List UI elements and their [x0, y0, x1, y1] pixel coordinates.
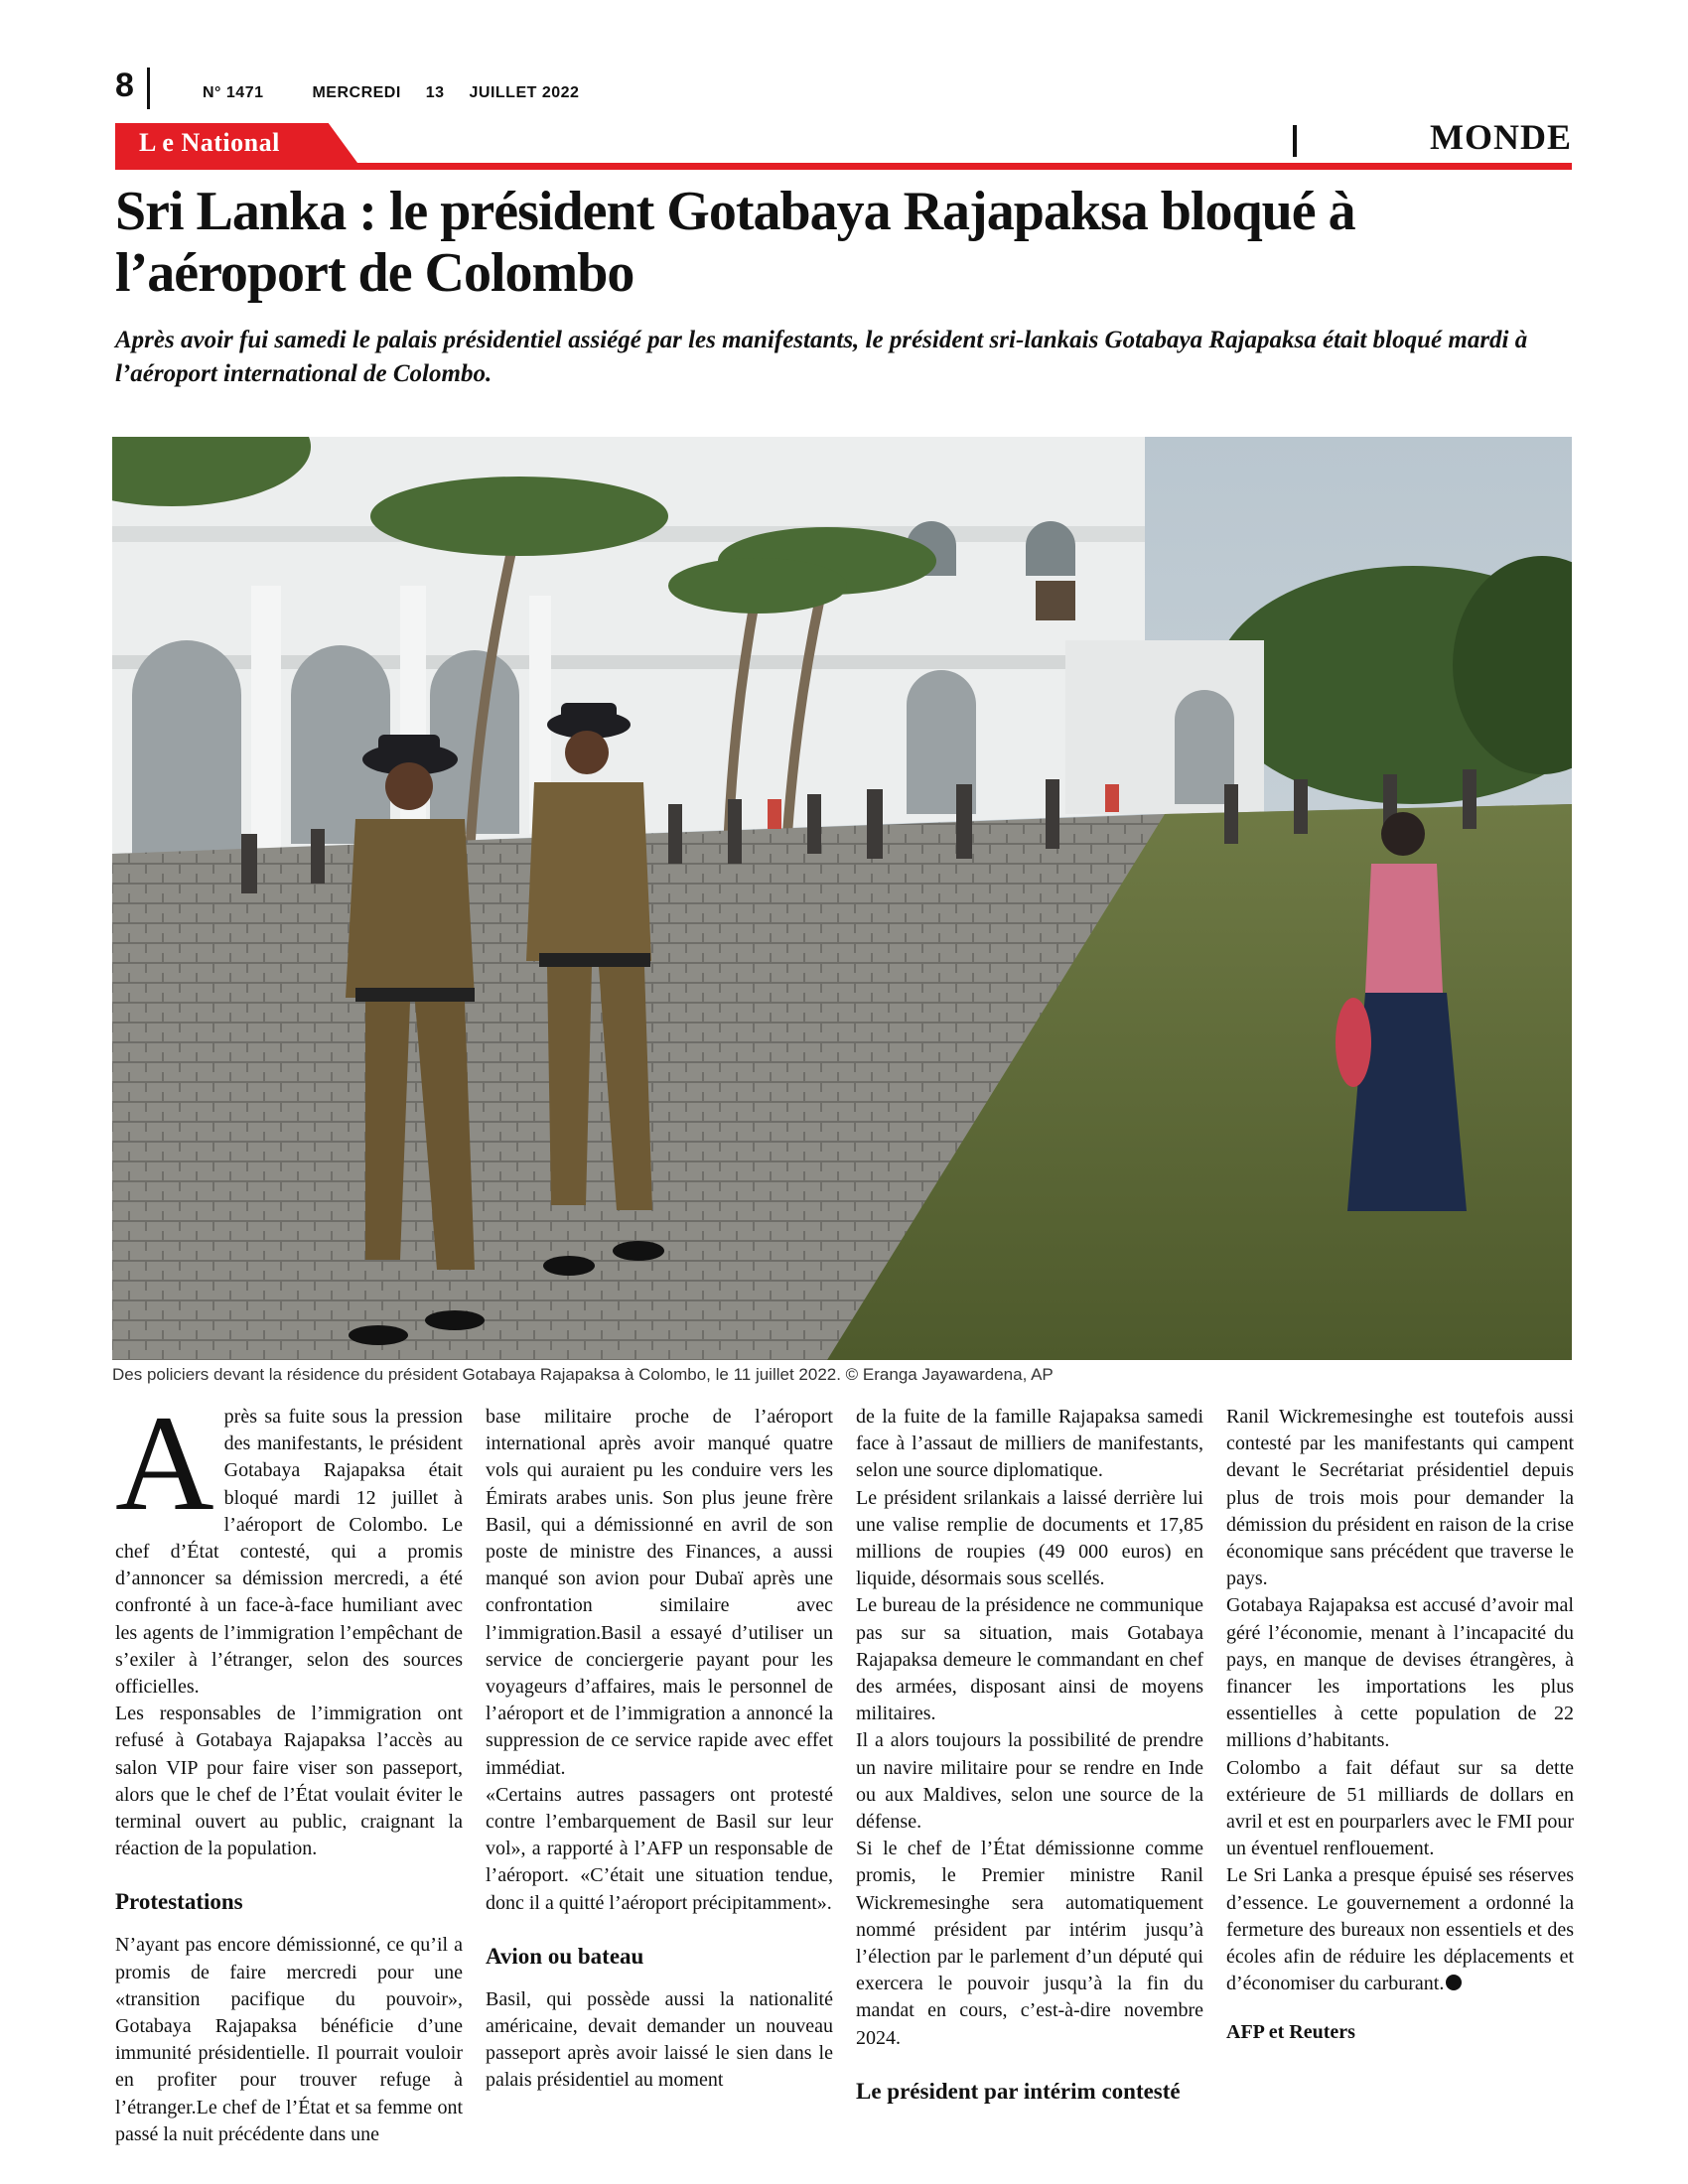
- paragraph-text: Le Sri Lanka a presque épuisé ses réserves d’essence. Le gouvernement a ordonné la fermeture des bureaux non essentiels et des écoles afin de réduire les déplacements et d’économiser du carburant.: [1226, 1864, 1574, 1995]
- end-mark-icon: [1446, 1975, 1462, 1990]
- paragraph: Le bureau de la présidence ne communique pas sur sa situation, mais Gotabaya Rajapaksa demeure le commandant en chef des armées, disposant ainsi de moyens militaires.: [856, 1594, 1203, 1725]
- paragraph: Les responsables de l’immigration ont refusé à Gotabaya Rajapaksa l’accès au salon VIP pour faire viser son passeport, alors que le chef de l’État voulait éviter le terminal ouvert au public, craignant la réaction de la population.: [115, 1703, 463, 1860]
- paragraph: Ranil Wickremesinghe est toutefois aussi contesté par les manifestants qui campent devant le Secrétariat présidentiel depuis plus de trois mois pour demander la démission du président en raison de la crise économique sans précédent que traverse le pays.: [1226, 1406, 1574, 1590]
- header-rule: [115, 163, 1572, 170]
- photo-illustration: [112, 437, 1572, 1360]
- subheading-protestations: Protestations: [115, 1889, 243, 1915]
- brand-logo: L e National: [139, 128, 280, 157]
- paragraph: Le président srilankais a laissé derrière lui une valise remplie de documents et 17,85 millions de roupies (49 000 euros) en liquide, désormais sous scellés.: [856, 1486, 1203, 1590]
- issue-day: 13: [425, 84, 445, 101]
- paragraph: N’ayant pas encore démissionné, ce qu’il a promis de faire mercredi pour une «transition pacifique du pouvoir», Gotabaya Rajapaksa bénéficie d’une immunité présidentielle. Il pourrait vouloir en profiter pour trouver refuge à l’étranger.Le chef de l’État et sa femme ont passé la nuit précédente dans une: [115, 1934, 463, 2145]
- issue-number: N° 1471: [203, 84, 264, 101]
- article-column-3: [856, 1404, 1203, 2121]
- paragraph: Basil, qui possède aussi la nationalité américaine, devait demander un nouveau passeport après avoir laissé le sien dans le palais présidentiel au moment: [486, 1987, 833, 2092]
- article-column-2: [486, 1404, 833, 2095]
- article-deck: Après avoir fui samedi le palais présidentiel assiégé par les manifestants, le président sri-lankais Gotabaya Rajapaksa était bloqué mardi à l’aéroport international de Colombo.: [115, 327, 1528, 387]
- paragraph: [115, 1387, 463, 1701]
- article-column-1: [115, 1387, 463, 2148]
- photo-caption: Des policiers devant la résidence du président Gotabaya Rajapaksa à Colombo, le 11 juillet 2022. © Eranga Jayawardena, AP: [112, 1365, 1054, 1384]
- paragraph: Gotabaya Rajapaksa est accusé d’avoir mal géré l’économie, menant à l’incapacité du pays, en manque de devises étrangères, à financer les importations les plus essentielles à cette population de 22 millions d’habitants.: [1226, 1594, 1574, 1752]
- issue-weekday: MERCREDI: [312, 84, 401, 101]
- paragraph: Colombo a fait défaut sur sa dette extérieure de 51 milliards de dollars en avril et est en pourparlers avec le FMI pour un éventuel renflouement.: [1226, 1756, 1574, 1860]
- page-number-divider: [147, 68, 150, 109]
- article-photo: [112, 437, 1572, 1360]
- paragraph: «Certains autres passagers ont protesté contre l’embarquement de Basil sur leur vol», a rapporté à l’AFP un responsable de l’aéroport. «C’était une situation tendue, donc il a quitté l’aéroport précipitamment».: [486, 1783, 833, 1914]
- subheading-avion-ou-bateau: Avion ou bateau: [486, 1943, 644, 1969]
- issue-line: [203, 83, 599, 103]
- paragraph: Si le chef de l’État démissionne comme promis, le Premier ministre Ranil Wickremesinghe sera automatiquement nommé président par intérim jusqu’à l’élection par le parlement d’un député qui exercera le pouvoir jusqu’à la fin du mandat en cours, c’est-à-dire novembre 2024.: [856, 1838, 1203, 2049]
- page-number: 8: [115, 67, 134, 104]
- issue-month-year: JUILLET 2022: [469, 84, 580, 101]
- subheading-president-interim: Le président par intérim contesté: [856, 2078, 1181, 2104]
- paragraph: Il a alors toujours la possibilité de prendre un navire militaire pour se rendre en Inde ou aux Maldives, selon une source de la défense.: [856, 1729, 1203, 1834]
- paragraph: de la fuite de la famille Rajapaksa samedi face à l’assaut de milliers de manifestants, selon une source diplomatique.: [856, 1406, 1203, 1482]
- drop-cap: A: [115, 1387, 214, 1539]
- paragraph: base militaire proche de l’aéroport international après avoir manqué quatre vols qui auraient pu les conduire vers les Émirats arabes unis. Son plus jeune frère Basil, qui a démissionné en avril de son poste de ministre des Finances, a aussi manqué son avion pour Dubaï après une confrontation similaire avec l’immigration.Basil a essayé d’utiliser un service de conciergerie payant pour les voyageurs d’affaires, mais le personnel de l’aéroport et de l’immigration a annoncé la suppression de ce service rapide avec effet immédiat.: [486, 1406, 833, 1779]
- article-headline: Sri Lanka : le président Gotabaya Rajapaksa bloqué à l’aéroport de Colombo: [115, 181, 1355, 304]
- article-column-4: [1226, 1404, 1574, 2047]
- section-label: MONDE: [1430, 117, 1572, 157]
- article-signature: AFP et Reuters: [1226, 2021, 1355, 2044]
- paragraph: [1226, 1862, 1574, 1997]
- paragraph-text: près sa fuite sous la pression des manifestants, le président Gotabaya Rajapaksa était bloqué mardi 12 juillet à l’aéroport de Colombo. Le chef d’État contesté, qui a promis d’annoncer sa démission mercredi, a été confronté à un face-à-face humiliant avec les agents de l’immigration l’empêchant de s’exiler à l’étranger, selon des sources officielles.: [115, 1406, 463, 1699]
- section-divider: [1293, 125, 1297, 157]
